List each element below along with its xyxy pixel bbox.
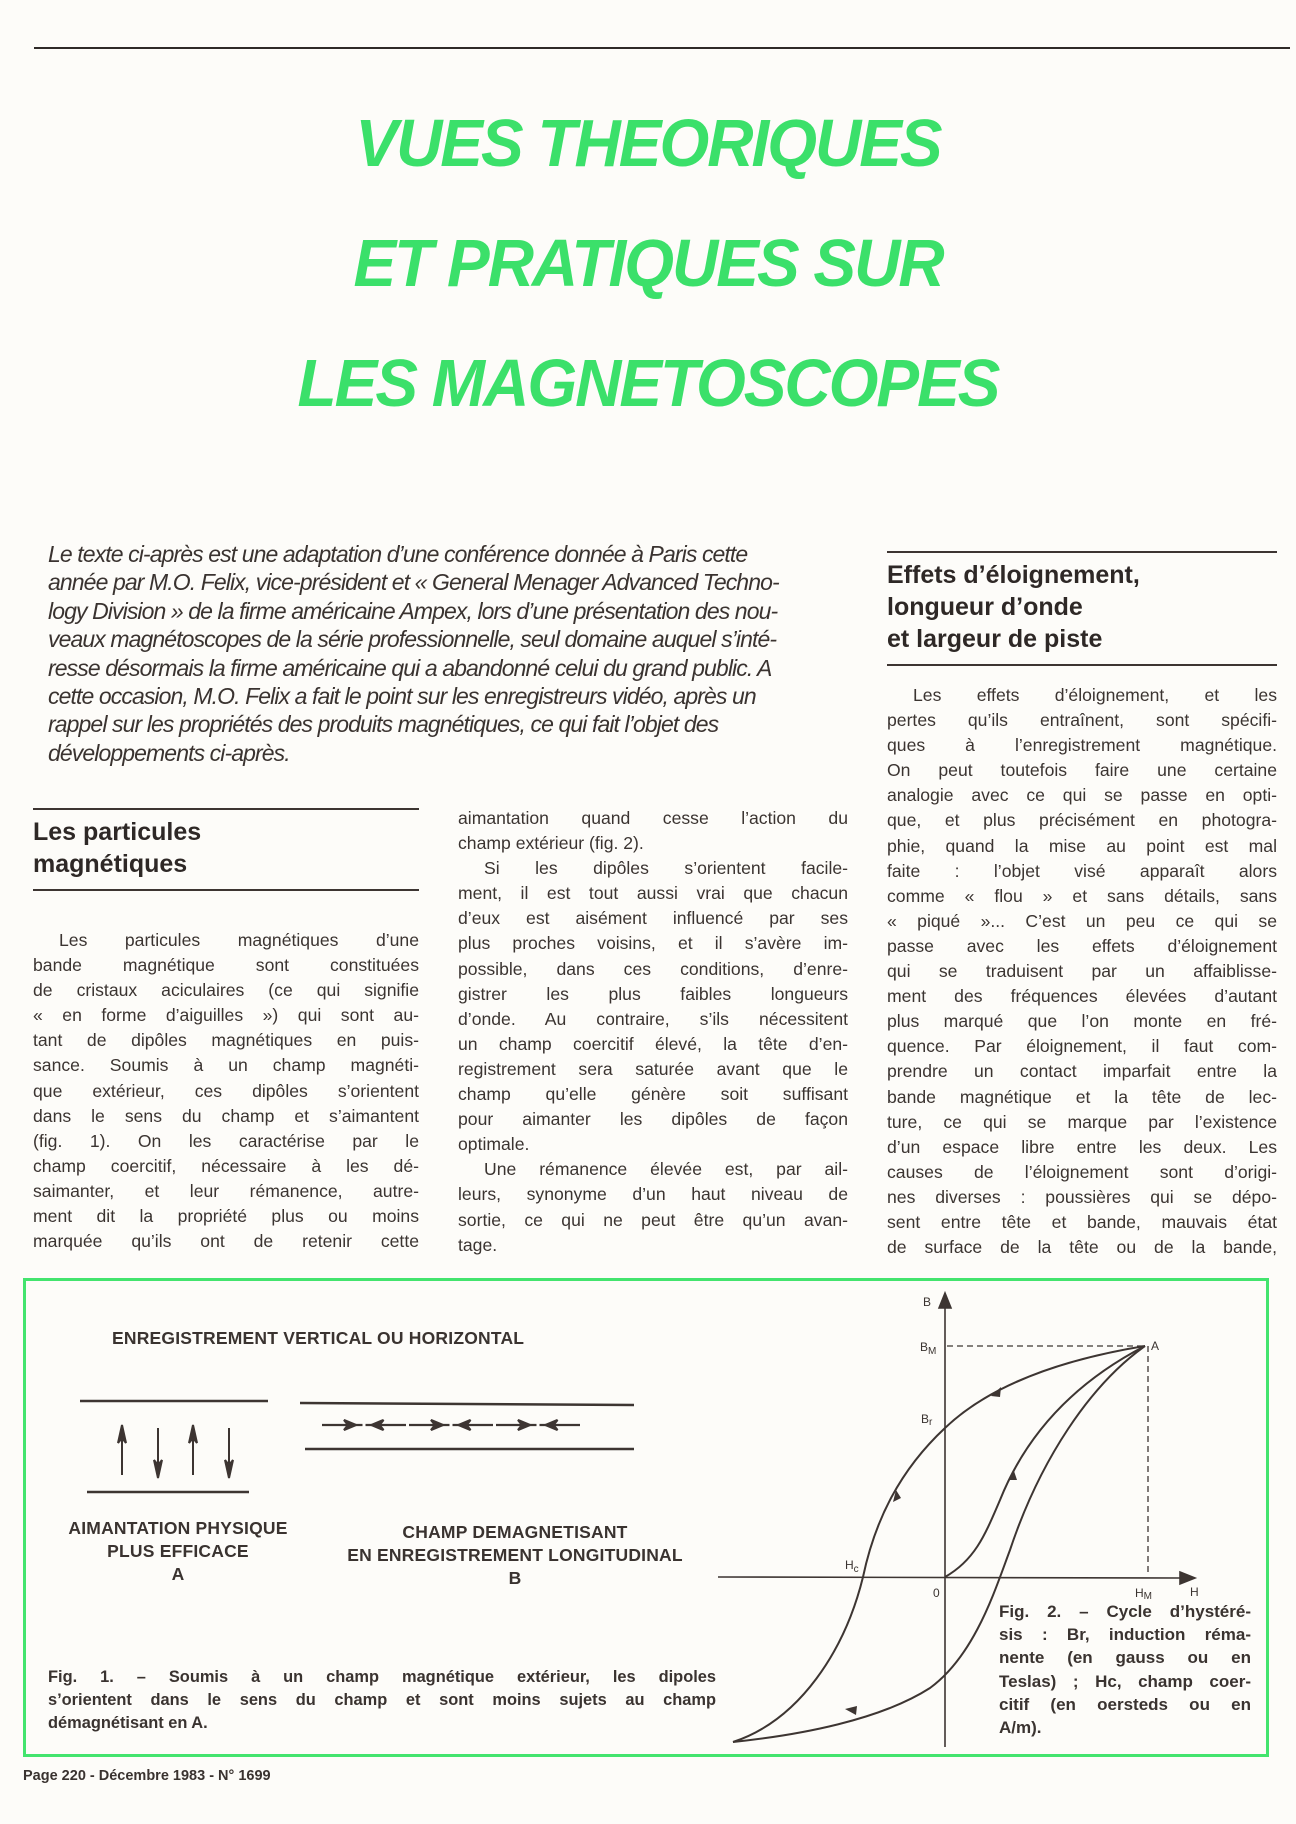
intro-line: Le texte ci-après est une adaptation d’une conférence donnée à Paris cette (48, 541, 748, 567)
h-axis-arrow-icon (1180, 1572, 1195, 1584)
text-line: marquée qu’ils ont de retenir cette (33, 1231, 419, 1252)
br-label: Br (921, 1412, 933, 1428)
text-line: « en forme d’aiguilles ») qui sont au- (33, 1005, 419, 1026)
intro-line: année par M.O. Felix, vice-président et « General Menager Advanced Techno- (48, 569, 779, 596)
text-line: sent entre tête et bande, mauvais état (887, 1211, 1277, 1232)
text-line: champ extérieur (fig. 2). (458, 833, 644, 854)
caption-line: nente (en gauss ou en (999, 1648, 1251, 1668)
intro-line: cette occasion, M.O. Felix a fait le point sur les enregistreurs vidéo, après un (48, 683, 756, 710)
initial-magnetization-curve (945, 1346, 1145, 1577)
intro-line: développements ci-après. (48, 739, 290, 766)
text-line: d’eux est aisément influencé par ses (458, 908, 848, 929)
caption-line: citif (en oersteds ou en (999, 1694, 1251, 1714)
heading-line: longueur d’onde (887, 593, 1083, 621)
label-line: B (508, 1568, 522, 1588)
text-line: dans le sens du champ et s’aimantent (33, 1105, 419, 1126)
intro-line: veaux magnétoscopes de la série professionnelle, seul domaine auquel s’inté- (48, 626, 777, 653)
label-line: A (171, 1564, 185, 1584)
text-line: pertes qu’ils entraînent, sont spécifi- (887, 710, 1277, 731)
text-line: d’onde. Au contraire, s’ils nécessitent (458, 1008, 848, 1029)
point-a-label: A (1151, 1339, 1160, 1353)
caption-line: Teslas) ; Hc, champ coer- (999, 1671, 1251, 1691)
hm-label: HM (1135, 1586, 1153, 1602)
text-line: ture, ce qui se marque par l’existence (887, 1111, 1277, 1132)
text-line: tant de dipôles magnétiques en puis- (33, 1030, 419, 1051)
text-line: quence. Par éloignement, il faut com- (887, 1036, 1277, 1057)
text-line: tage. (458, 1234, 498, 1255)
heading-line: magnétiques (33, 850, 188, 878)
text-line: registrement sera saturée avant que le (458, 1058, 848, 1079)
label-line: EN ENREGISTREMENT LONGITUDINAL (347, 1545, 683, 1565)
text-line: que extérieur, ces dipôles s’orientent (33, 1080, 419, 1101)
heading-line: et largeur de piste (887, 625, 1103, 653)
text-line: Si les dipôles s’orientent facile- (484, 858, 848, 879)
text-line: sance. Soumis à un champ magnéti- (33, 1055, 419, 1076)
text-line: (fig. 1). On les caractérise par le (33, 1130, 419, 1151)
b-axis-arrow-icon (939, 1293, 951, 1308)
text-line: bande magnétique sont constituées (33, 955, 419, 976)
caption-line: démagnétisant en A. (48, 1714, 208, 1733)
label-line: PLUS EFFICACE (107, 1541, 249, 1561)
text-line: ment des fréquences élevées d’autant (887, 986, 1277, 1007)
article-title-line-1: VUES THEORIQUES (355, 105, 941, 181)
text-line: plus marqué que l’on monte en fré- (887, 1011, 1277, 1032)
h-axis (718, 1577, 1182, 1578)
text-line: sortie, ce qui ne peut être qu’un avan- (458, 1209, 848, 1230)
axis-label-b: B (923, 1295, 932, 1309)
caption-line: Fig. 2. – Cycle d’hystéré- (999, 1602, 1251, 1621)
text-line: comme « flou » et sans détails, sans (887, 885, 1277, 906)
text-line: que, et plus précisément en photogra- (887, 810, 1277, 831)
caption-line: s’orientent dans le sens du champ et sont moins sujets au champ (48, 1691, 716, 1710)
article-title-line-3: LES MAGNETOSCOPES (297, 345, 999, 421)
label-line: AIMANTATION PHYSIQUE (68, 1518, 288, 1538)
text-line: un champ coercitif élevé, la tête d’en- (458, 1033, 848, 1054)
caption-line: A/m). (999, 1718, 1042, 1738)
arrow-icon (845, 1706, 857, 1715)
text-line: champ qu’elle génère soit suffisant (458, 1084, 848, 1105)
text-line: de surface de la tête ou de la bande, (887, 1237, 1277, 1258)
curve-direction-arrows (845, 1387, 1017, 1715)
text-line: plus proches voisins, et il s’avère im- (458, 933, 848, 954)
intro-line: rappel sur les propriétés des produits magnétiques, ce qui fait l’objet des (48, 711, 719, 738)
origin-label: 0 (933, 1586, 940, 1600)
text-line: d’un espace libre entre les deux. Les (887, 1136, 1277, 1157)
fig1-title: ENREGISTREMENT VERTICAL OU HORIZONTAL (112, 1328, 525, 1348)
text-line: Les effets d’éloignement, et les (913, 685, 1277, 705)
bm-label: $B_M$ (920, 1340, 937, 1357)
hc-label: $H_c$ (845, 1558, 859, 1575)
label-line: CHAMP DEMAGNETISANT (402, 1522, 628, 1542)
caption-line: sis : Br, induction réma- (999, 1625, 1251, 1645)
text-line: Les particules magnétiques d’une (59, 930, 419, 950)
text-line: possible, dans ces conditions, d’enre- (458, 958, 848, 979)
text-line: causes de l’éloignement sont d’origi- (887, 1161, 1277, 1182)
text-line: passe avec les effets d’éloignement (887, 935, 1277, 956)
text-line: ment dit la propriété plus ou moins (33, 1206, 419, 1227)
intro-line: logy Division » de la firme américaine Ampex, lors d’une présentation des nou- (48, 597, 778, 624)
text-line: ment, il est tout aussi vrai que chacun (458, 883, 848, 904)
text-line: analogie avec ce qui se passe en opti- (887, 785, 1277, 806)
text-line: prendre un contact imparfait entre la (887, 1061, 1277, 1082)
text-line: optimale. (458, 1134, 530, 1155)
caption-line: Fig. 1. – Soumis à un champ magnétique extérieur, les dipoles (48, 1668, 716, 1686)
text-line: aimantation quand cesse l’action du (458, 808, 848, 828)
arrow-icon (991, 1387, 1001, 1397)
fig2-caption (999, 1600, 1251, 1739)
text-line: gistrer les plus faibles longueurs (458, 983, 848, 1004)
heading-line: Les particules (33, 818, 202, 846)
text-line: champ coercitif, nécessaire à les dé- (33, 1155, 419, 1176)
text-line: saimanter, et leur rémanence, autre- (33, 1180, 419, 1201)
text-line: faite : l’objet visé apparaît alors (887, 860, 1277, 881)
page-footer: Page 220 - Décembre 1983 - N° 1699 (23, 1768, 271, 1784)
intro-line: resse désormais la firme américaine qui a abandonné celui du grand public. A (48, 654, 772, 681)
text-line: leurs, synonyme d’un haut niveau de (458, 1184, 848, 1205)
text-line: pour aimanter les dipôles de façon (458, 1109, 848, 1130)
text-line: phie, quand la mise au point est mal (887, 835, 1277, 856)
text-line: qui se traduisent par un affaiblisse- (887, 961, 1277, 982)
text-line: de cristaux aciculaires (ce qui signifie (33, 980, 419, 1001)
text-line: Une rémanence élevée est, par ail- (484, 1159, 848, 1180)
text-line: nes diverses : poussières qui se dépo- (887, 1186, 1277, 1207)
article-title-line-2: ET PRATIQUES SUR (353, 225, 943, 301)
axis-label-h: H (1190, 1585, 1199, 1599)
text-line: On peut toutefois faire une certaine (887, 760, 1277, 781)
heading-line: Effets d’éloignement, (887, 561, 1140, 589)
text-line: ques à l’enregistrement magnétique. (887, 735, 1277, 756)
text-line: « piqué »... C’est un peu ce qui se (887, 910, 1277, 931)
text-line: bande magnétique et la tête de lec- (887, 1086, 1277, 1107)
